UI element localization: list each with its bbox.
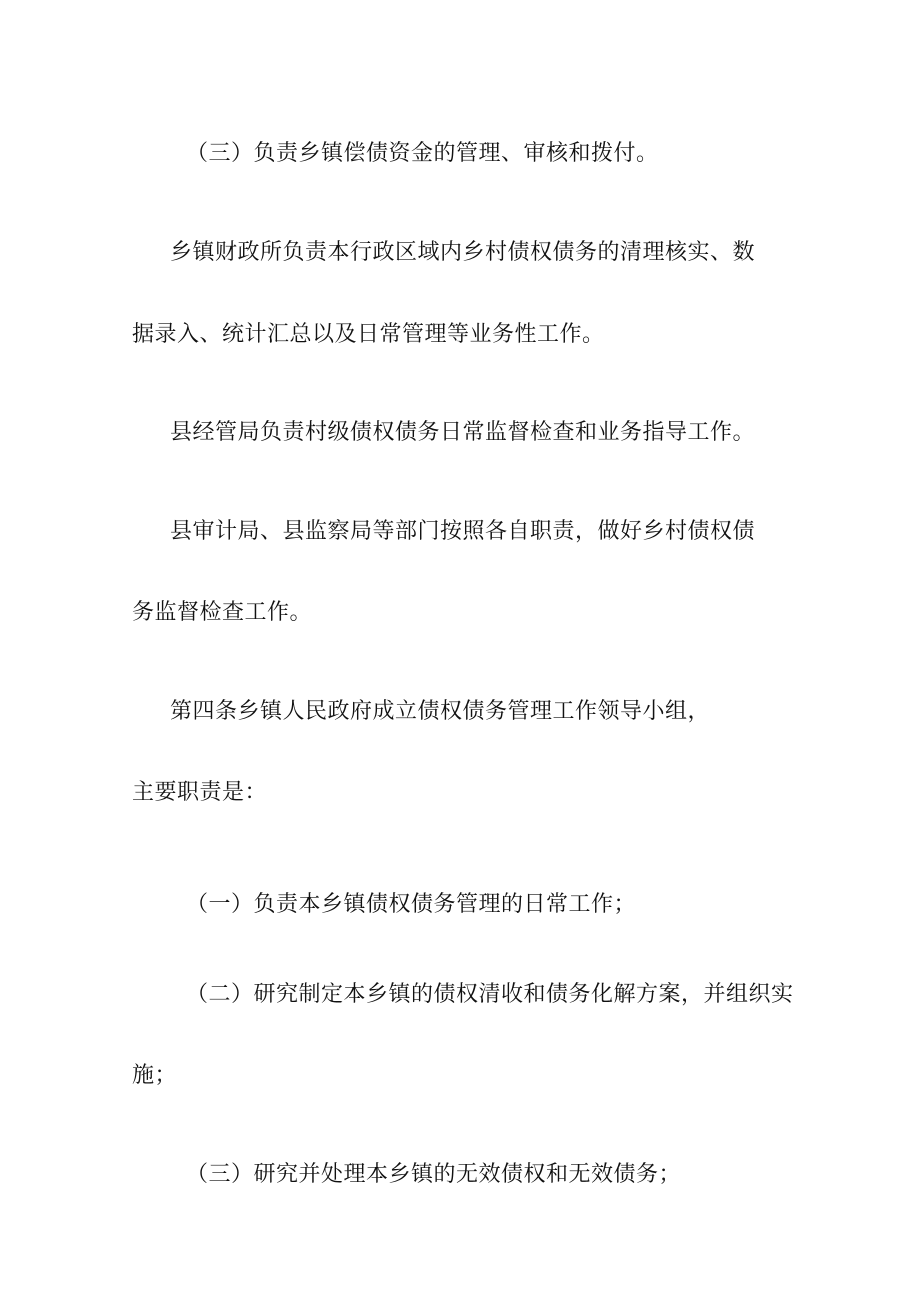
paragraph-line: （三）负责乡镇偿债资金的管理、审核和拨付。 — [186, 141, 659, 166]
paragraph-line: 县审计局、县监察局等部门按照各自职责，做好乡村债权债 — [170, 519, 756, 544]
paragraph-line: 乡镇财政所负责本行政区域内乡村债权债务的清理核实、数 — [170, 240, 756, 265]
paragraph-line: 县经管局负责村级债权债务日常监督检查和业务指导工作。 — [170, 420, 756, 445]
paragraph-line: （一）负责本乡镇债权债务管理的日常工作； — [186, 892, 637, 917]
paragraph-line: 第四条乡镇人民政府成立债权债务管理工作领导小组， — [170, 699, 711, 724]
paragraph-line: 主要职责是： — [132, 780, 268, 805]
paragraph-line: （二）研究制定本乡镇的债权清收和债务化解方案，并组织实 — [186, 982, 794, 1007]
paragraph-line: 据录入、统计汇总以及日常管理等业务性工作。 — [132, 322, 605, 347]
paragraph-line: 施； — [132, 1063, 178, 1088]
paragraph-line: （三）研究并处理本乡镇的无效债权和无效债务； — [186, 1162, 682, 1187]
paragraph-line: 务监督检查工作。 — [132, 600, 313, 625]
